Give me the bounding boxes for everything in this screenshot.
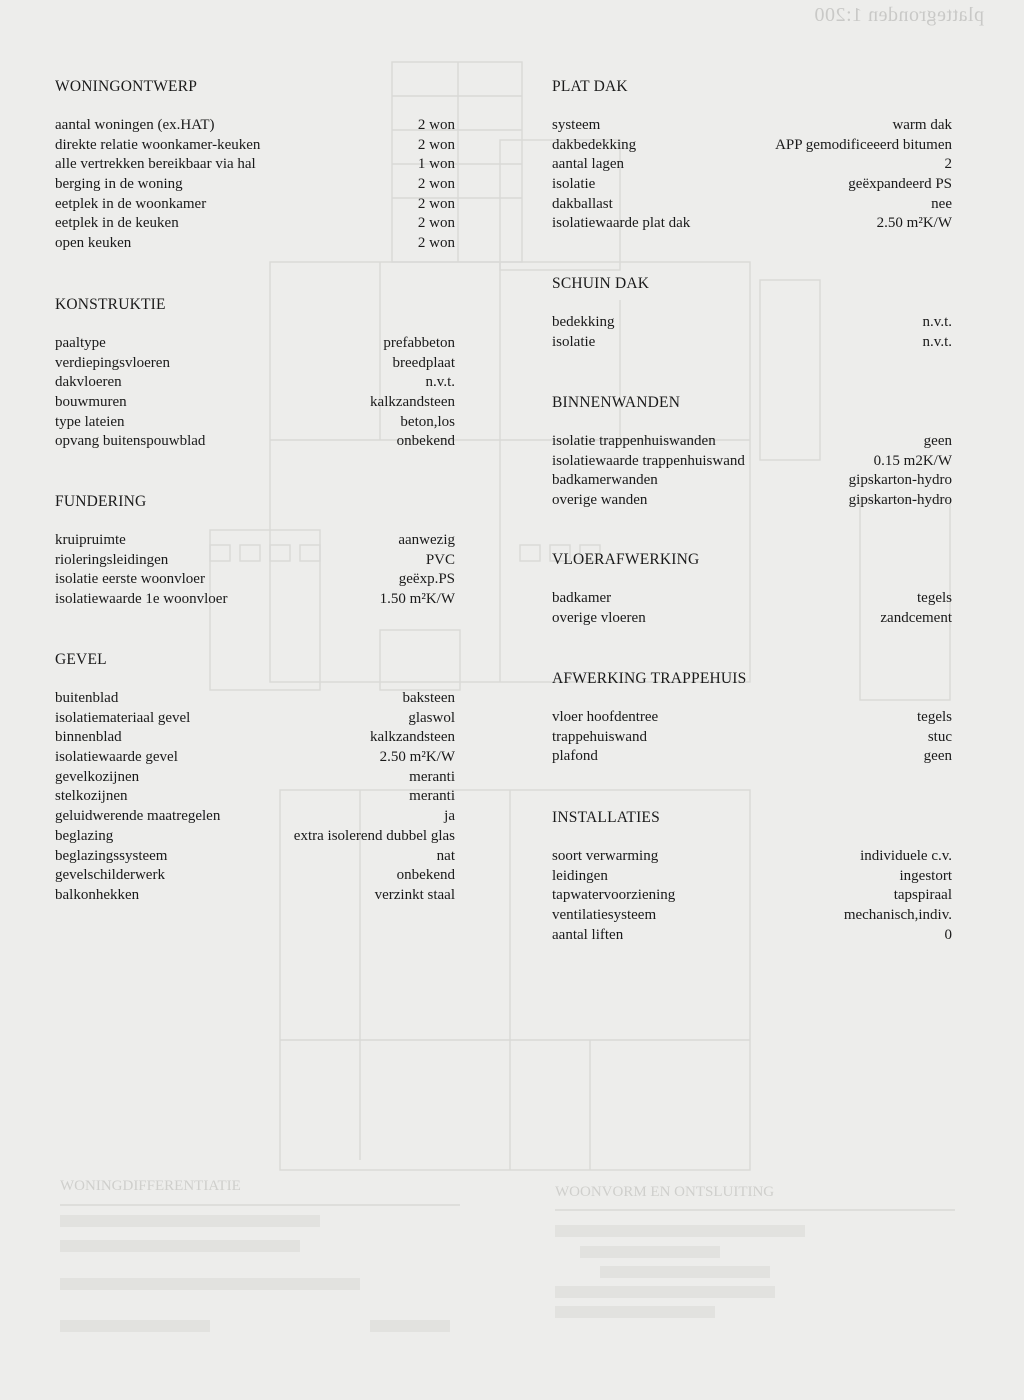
spec-row — [552, 708, 952, 728]
spec-label: buitenblad — [55, 690, 119, 706]
spec-value: 0 — [944, 926, 952, 943]
spec-label: bouwmuren — [55, 394, 127, 411]
spec-label: direkte relatie woonkamer-keuken — [55, 136, 261, 153]
spec-value: APP gemodificeeerd bitumen — [775, 136, 952, 153]
spec-row — [55, 886, 455, 906]
spec-value: 2.50 m²K/W — [876, 215, 952, 232]
spec-value: 2 won — [417, 176, 455, 193]
spec-label: dakballast — [552, 195, 613, 212]
spec-row — [55, 866, 455, 886]
spec-label: alle vertrekken bereikbaar via hal — [55, 156, 256, 173]
spec-row — [552, 452, 952, 472]
spec-row — [55, 393, 455, 413]
section-afwerking-trappehuis — [552, 669, 952, 767]
spec-value: ja — [444, 808, 455, 825]
spec-label: dakbedekking — [552, 136, 637, 153]
spec-label: gevelschilderwerk — [55, 867, 165, 884]
section-title: AFWERKING TRAPPEHUIS — [552, 670, 747, 687]
spec-label: type lateien — [55, 413, 125, 430]
section-title: BINNENWANDEN — [552, 394, 681, 411]
section-title: INSTALLATIES — [552, 809, 660, 826]
section-title: KONSTRUKTIE — [55, 296, 166, 313]
spec-row — [55, 413, 455, 433]
spec-row — [55, 709, 455, 729]
spec-value: glaswol — [408, 709, 455, 726]
spec-row — [55, 807, 455, 827]
spec-value: breedplaat — [392, 354, 455, 371]
spec-label: overige vloeren — [552, 609, 646, 626]
spec-value: 1.50 m²K/W — [379, 591, 455, 608]
spec-value: geëxp.PS — [398, 571, 455, 588]
spec-row — [55, 827, 455, 847]
spec-row — [55, 214, 455, 234]
spec-label: isolatie eerste woonvloer — [55, 571, 205, 588]
section-title: PLAT DAK — [552, 78, 628, 95]
spec-label: badkamerwanden — [552, 472, 658, 489]
spec-row — [552, 155, 952, 175]
spec-label: kruipruimte — [55, 532, 126, 548]
spec-value: n.v.t. — [922, 314, 952, 330]
spec-value: beton,los — [400, 413, 455, 430]
spec-row — [55, 175, 455, 195]
spec-value: individuele c.v. — [860, 848, 952, 864]
spec-row — [55, 136, 455, 156]
spec-row — [552, 609, 952, 629]
spec-value: 2 won — [417, 136, 455, 153]
spec-row — [552, 214, 952, 234]
bleed-through-right-heading: WOONVORM EN ONTSLUITING — [555, 1184, 775, 1200]
spec-value: onbekend — [396, 433, 455, 450]
spec-value: nee — [931, 195, 952, 212]
spec-row — [552, 926, 952, 946]
spec-label: aantal liften — [552, 926, 624, 943]
section-binnenwanden — [552, 393, 952, 511]
section-konstruktie — [55, 295, 455, 452]
spec-row — [55, 728, 455, 748]
spec-label: soort verwarming — [552, 848, 659, 864]
spec-label: overige wanden — [552, 492, 648, 509]
spec-row — [55, 432, 455, 452]
section-plat-dak — [552, 77, 952, 234]
spec-label: dakvloeren — [55, 374, 122, 391]
spec-value: geen — [923, 748, 952, 765]
section-fundering — [55, 492, 455, 610]
spec-row — [552, 136, 952, 156]
section-gevel — [55, 650, 455, 906]
spec-row — [552, 886, 952, 906]
spec-label: bedekking — [552, 314, 615, 330]
spec-label: open keuken — [55, 235, 132, 252]
spec-row — [552, 195, 952, 215]
spec-label: trappehuiswand — [552, 728, 647, 745]
spec-label: isolatiewaarde 1e woonvloer — [55, 591, 228, 608]
spec-value: 2 won — [417, 215, 455, 232]
spec-value: extra isolerend dubbel glas — [293, 827, 455, 844]
spec-row — [552, 432, 952, 452]
spec-value: onbekend — [396, 867, 455, 884]
spec-row — [55, 787, 455, 807]
spec-row — [552, 313, 952, 333]
spec-row — [55, 768, 455, 788]
spec-label: isolatiemateriaal gevel — [55, 709, 191, 726]
spec-label: binnenblad — [55, 729, 122, 746]
spec-value: mechanisch,indiv. — [843, 907, 952, 924]
spec-row — [552, 333, 952, 353]
spec-value: tapspiraal — [893, 887, 952, 904]
spec-label: vloer hoofdentree — [552, 709, 659, 725]
spec-label: aantal lagen — [552, 156, 625, 173]
spec-value: 2 won — [417, 195, 455, 212]
spec-value: zandcement — [880, 609, 952, 626]
spec-label: berging in de woning — [55, 176, 183, 193]
section-title: GEVEL — [55, 651, 107, 668]
spec-row — [55, 551, 455, 571]
section-title: FUNDERING — [55, 493, 147, 510]
spec-value: meranti — [409, 788, 455, 805]
spec-label: isolatiewaarde trappenhuiswand — [552, 452, 745, 469]
section-title: WONINGONTWERP — [55, 78, 198, 95]
spec-row — [55, 234, 455, 254]
spec-row — [552, 847, 952, 867]
spec-label: verdiepingsvloeren — [55, 354, 170, 371]
section-schuin-dak — [552, 274, 952, 352]
spec-label: gevelkozijnen — [55, 768, 140, 785]
spec-value: gipskarton-hydro — [848, 492, 952, 509]
spec-row — [55, 689, 455, 709]
spec-row — [55, 590, 455, 610]
spec-row — [55, 847, 455, 867]
spec-value: nat — [436, 847, 455, 864]
spec-row — [552, 589, 952, 609]
spec-row — [552, 867, 952, 887]
spec-value: warm dak — [892, 117, 952, 133]
spec-row — [55, 373, 455, 393]
spec-row — [552, 471, 952, 491]
spec-value: kalkzandsteen — [370, 729, 455, 746]
spec-label: isolatiewaarde plat dak — [552, 215, 691, 232]
spec-value: geëxpandeerd PS — [848, 176, 952, 193]
spec-value: kalkzandsteen — [370, 394, 455, 411]
spec-value: gipskarton-hydro — [848, 472, 952, 489]
spec-row — [552, 906, 952, 926]
spec-row — [55, 155, 455, 175]
spec-value: stuc — [927, 728, 952, 745]
spec-value: aanwezig — [398, 532, 455, 548]
spec-value: geen — [923, 433, 952, 449]
spec-label: leidingen — [552, 867, 608, 884]
spec-row — [55, 116, 455, 136]
spec-label: isolatie — [552, 176, 596, 193]
section-title: VLOERAFWERKING — [552, 551, 700, 568]
spec-row — [55, 531, 455, 551]
spec-row — [552, 491, 952, 511]
spec-value: verzinkt staal — [374, 886, 455, 903]
spec-label: badkamer — [552, 590, 612, 606]
spec-row — [552, 728, 952, 748]
spec-value: tegels — [917, 590, 952, 606]
spec-value: PVC — [425, 551, 455, 568]
spec-label: eetplek in de woonkamer — [55, 195, 207, 212]
spec-label: aantal woningen (ex.HAT) — [55, 117, 215, 133]
spec-row — [552, 116, 952, 136]
spec-value: 2 won — [417, 117, 455, 133]
spec-value: 2 — [944, 156, 952, 173]
spec-label: balkonhekken — [55, 886, 140, 903]
spec-label: beglazingssysteem — [55, 847, 168, 864]
spec-value: 0.15 m2K/W — [873, 452, 952, 469]
spec-value: baksteen — [402, 690, 455, 706]
spec-label: isolatiewaarde gevel — [55, 749, 178, 766]
spec-row — [55, 570, 455, 590]
spec-row — [55, 748, 455, 768]
spec-value: tegels — [917, 709, 952, 725]
spec-value: 2 won — [417, 235, 455, 252]
section-vloerafwerking — [552, 550, 952, 628]
spec-value: n.v.t. — [922, 333, 952, 350]
spec-row — [55, 334, 455, 354]
spec-label: rioleringsleidingen — [55, 551, 169, 568]
spec-label: systeem — [552, 117, 601, 133]
spec-label: stelkozijnen — [55, 788, 128, 805]
bleed-through-left-heading: WONINGDIFFERENTIATIE — [60, 1178, 241, 1194]
spec-label: ventilatiesysteem — [552, 907, 657, 924]
spec-value: n.v.t. — [425, 374, 455, 391]
spec-value: prefabbeton — [383, 335, 455, 351]
spec-label: isolatie — [552, 333, 596, 350]
spec-label: opvang buitenspouwblad — [55, 433, 206, 450]
spec-value: meranti — [409, 768, 455, 785]
spec-label: paaltype — [55, 335, 106, 351]
spec-row — [55, 354, 455, 374]
bleed-through-title: plattegronden 1:200 — [813, 4, 984, 26]
spec-label: eetplek in de keuken — [55, 215, 179, 232]
spec-label: tapwatervoorziening — [552, 887, 676, 904]
section-woningontwerp — [55, 77, 455, 254]
spec-row — [552, 175, 952, 195]
spec-label: geluidwerende maatregelen — [55, 808, 221, 825]
spec-row — [552, 747, 952, 767]
spec-label: plafond — [552, 748, 598, 765]
spec-label: beglazing — [55, 827, 114, 844]
spec-value: 2.50 m²K/W — [379, 749, 455, 766]
spec-value: ingestort — [899, 867, 952, 884]
spec-value: 1 won — [417, 156, 455, 173]
section-title: SCHUIN DAK — [552, 275, 650, 292]
spec-label: isolatie trappenhuiswanden — [552, 433, 716, 449]
section-installaties — [552, 808, 952, 945]
spec-row — [55, 195, 455, 215]
